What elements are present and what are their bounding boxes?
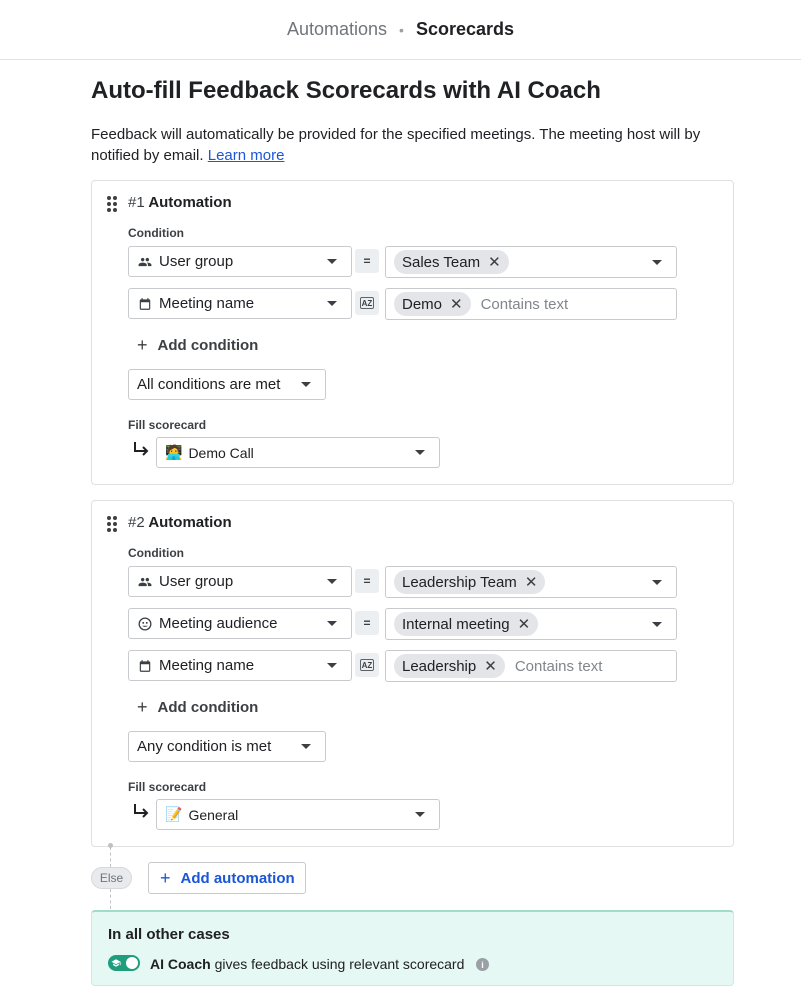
subdirectory-arrow-icon: [133, 803, 149, 819]
value-chip: [394, 292, 471, 316]
condition-field-select[interactable]: [128, 288, 352, 319]
chip-label: Demo: [402, 295, 443, 313]
ai-coach-toggle[interactable]: [108, 955, 140, 971]
remove-chip-icon[interactable]: ✕: [484, 658, 497, 675]
condition-value-select[interactable]: [385, 608, 677, 640]
drag-handle-icon[interactable]: [107, 196, 119, 212]
calendar-icon: [137, 296, 153, 312]
remove-chip-icon[interactable]: ✕: [524, 574, 538, 591]
add-condition-label: Add condition: [157, 337, 259, 354]
operator-label: =: [363, 574, 371, 588]
breadcrumb: [0, 0, 801, 60]
text-match-icon: AZ: [361, 298, 373, 308]
plus-icon: +: [137, 335, 148, 355]
condition-field-label: Meeting audience: [159, 615, 278, 632]
else-badge: Else: [91, 867, 132, 889]
contains-text-placeholder[interactable]: Contains text: [514, 657, 603, 675]
scorecard-select[interactable]: [156, 799, 440, 830]
chevron-down-icon: [652, 580, 662, 585]
automation-card-2: [91, 500, 734, 847]
chevron-down-icon: [327, 259, 337, 264]
add-condition-button[interactable]: [137, 335, 258, 356]
scorecard-emoji: 🧑‍💻: [165, 444, 183, 460]
audience-icon: [137, 616, 153, 632]
chevron-down-icon: [327, 663, 337, 668]
match-mode-label: Any condition is met: [137, 738, 272, 755]
operator-equals[interactable]: [355, 569, 379, 593]
contains-text-placeholder[interactable]: Contains text: [480, 295, 569, 313]
chip-label: Leadership Team: [402, 573, 517, 591]
people-icon: [137, 574, 153, 590]
condition-value-input[interactable]: [385, 650, 677, 682]
chevron-down-icon: [301, 744, 311, 749]
operator-contains[interactable]: [355, 291, 379, 315]
condition-label: Condition: [128, 226, 184, 240]
plus-icon: +: [137, 697, 148, 717]
add-condition-label: Add condition: [157, 699, 259, 716]
description-text: Feedback will automatically be provided for the specified meetings. The meeting host will by notified by email.: [91, 126, 701, 164]
condition-field-select[interactable]: [128, 566, 352, 597]
condition-label: Condition: [128, 546, 184, 560]
value-chip: [394, 612, 538, 636]
breadcrumb-separator: •: [399, 21, 404, 38]
scorecard-emoji: 📝: [165, 806, 183, 822]
add-condition-button[interactable]: [137, 697, 258, 718]
other-cases-text: gives feedback using relevant scorecard: [214, 956, 465, 972]
automation-title: [128, 194, 232, 211]
automation-number: #2: [128, 514, 145, 531]
page-title: Auto-fill Feedback Scorecards with AI Coach: [91, 77, 601, 104]
other-cases-message: [150, 956, 464, 972]
chip-label: Leadership: [402, 657, 477, 675]
automation-label: Automation: [148, 514, 232, 531]
other-cases-panel: [91, 910, 734, 986]
chevron-down-icon: [327, 301, 337, 306]
remove-chip-icon[interactable]: ✕: [517, 616, 531, 633]
condition-value-input[interactable]: [385, 288, 677, 320]
fill-scorecard-label: Fill scorecard: [128, 418, 207, 432]
info-icon[interactable]: i: [476, 958, 489, 971]
value-chip: [394, 570, 545, 594]
chevron-down-icon: [327, 621, 337, 626]
people-icon: [137, 254, 153, 270]
automation-card-1: [91, 180, 734, 485]
scorecard-select[interactable]: [156, 437, 440, 468]
automation-label: Automation: [148, 194, 232, 211]
operator-contains[interactable]: [355, 653, 379, 677]
plus-icon: +: [160, 867, 171, 888]
scorecard-name: Demo Call: [188, 444, 254, 461]
match-mode-select[interactable]: [128, 369, 326, 400]
fill-scorecard-label: Fill scorecard: [128, 780, 207, 794]
condition-value-select[interactable]: [385, 566, 677, 598]
remove-chip-icon[interactable]: ✕: [488, 254, 501, 271]
condition-field-label: User group: [159, 253, 234, 270]
value-chip: [394, 250, 509, 274]
ai-coach-label: AI Coach: [150, 956, 211, 972]
graduation-cap-icon: [111, 958, 121, 968]
chip-label: Sales Team: [402, 253, 481, 271]
breadcrumb-scorecards: Scorecards: [415, 19, 515, 39]
breadcrumb-automations[interactable]: Automations: [286, 19, 388, 39]
condition-field-label: Meeting name: [159, 657, 255, 674]
chevron-down-icon: [327, 579, 337, 584]
condition-field-select[interactable]: [128, 608, 352, 639]
chevron-down-icon: [301, 382, 311, 387]
other-cases-title: In all other cases: [108, 926, 230, 943]
automation-number: #1: [128, 194, 145, 211]
subdirectory-arrow-icon: [133, 441, 149, 457]
condition-field-label: Meeting name: [159, 295, 255, 312]
condition-field-label: User group: [159, 573, 234, 590]
remove-chip-icon[interactable]: ✕: [450, 296, 463, 313]
condition-field-select[interactable]: [128, 650, 352, 681]
calendar-icon: [137, 658, 153, 674]
connector-line: [110, 847, 111, 867]
operator-label: =: [363, 616, 371, 630]
chevron-down-icon: [652, 622, 662, 627]
add-automation-button[interactable]: [148, 862, 306, 894]
scorecard-name: General: [188, 806, 239, 823]
add-automation-label: Add automation: [180, 869, 295, 887]
drag-handle-icon[interactable]: [107, 516, 119, 532]
condition-field-select[interactable]: [128, 246, 352, 277]
toggle-knob: [126, 957, 138, 969]
operator-equals[interactable]: [355, 249, 379, 273]
value-chip: [394, 654, 505, 678]
connector-line: [110, 889, 111, 909]
operator-label: =: [363, 254, 371, 268]
automation-title: [128, 514, 232, 531]
text-match-icon: AZ: [361, 660, 373, 670]
match-mode-select[interactable]: [128, 731, 326, 762]
chevron-down-icon: [652, 260, 662, 265]
chevron-down-icon: [415, 812, 425, 817]
match-mode-label: All conditions are met: [137, 376, 281, 393]
learn-more-link[interactable]: Learn more: [207, 147, 285, 164]
page-description: [91, 124, 731, 166]
condition-value-select[interactable]: [385, 246, 677, 278]
chevron-down-icon: [415, 450, 425, 455]
connector-dot: [108, 843, 113, 848]
chip-label: Internal meeting: [402, 615, 510, 633]
operator-equals[interactable]: [355, 611, 379, 635]
